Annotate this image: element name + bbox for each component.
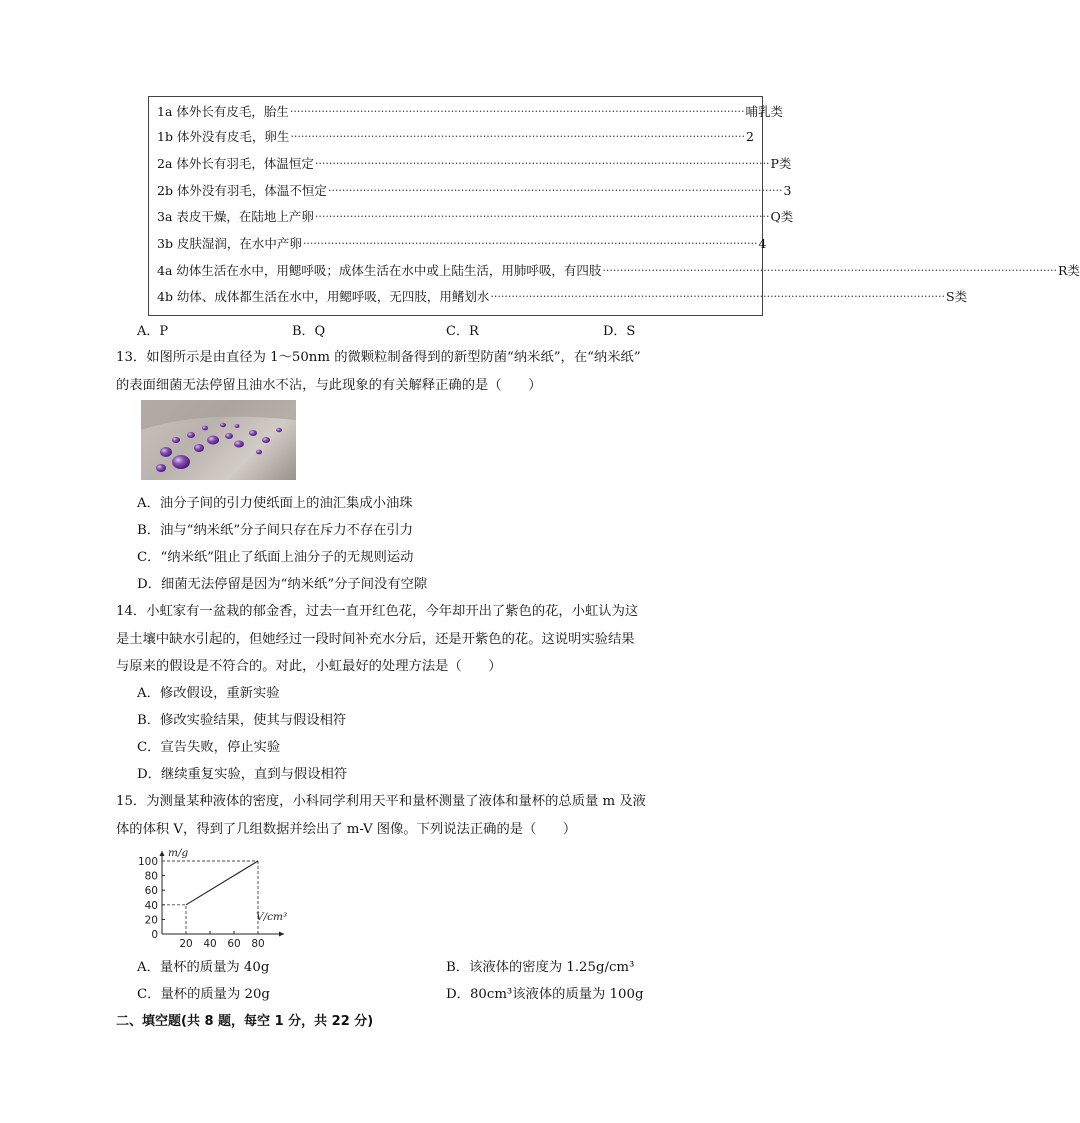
q14-stem-line3: 与原来的假设是不符合的。对此，小虹最好的处理方法是（ ） [116,659,502,674]
dichotomous-key-table [148,96,1080,316]
q14-stem-line2: 是土壤中缺水引起的，但她经过一段时间补充水分后，还是开紫色的花。这说明实验结果 [116,632,635,647]
leader-dots: ·································································································································· [302,236,758,250]
q14-stem-line1: 14．小虹家有一盆栽的郁金香，过去一直开红色花，今年却开出了紫色的花，小虹认为这 [116,604,639,619]
droplets-illustration [141,400,296,480]
leader-dots: ·································································································································· [327,183,783,197]
x-tick-label: 60 [227,938,241,950]
key-row: 4a 幼体生活在水中，用鳃呼吸；成体生活在水中或上陆生活，用肺呼吸，有四肢 ·································································································································· R类 [157,263,1080,278]
leader-dots: ·································································································································· [289,104,745,118]
q14-option-d[interactable]: D．继续重复实验，直到与假设相符 [137,767,348,782]
leader-dots: ·································································································································· [602,263,1057,277]
key-row: 1b 体外没有皮毛，卵生 ·································································································································· 2 [157,128,754,144]
q13-option-a[interactable]: A．油分子间的引力使纸面上的油汇集成小油珠 [137,496,413,511]
q14-option-b[interactable]: B．修改实验结果，使其与假设相符 [137,713,347,728]
leader-dots: ·································································································································· [314,209,770,223]
y-axis-label: m/g [168,847,189,859]
q15-option-b[interactable]: B．该液体的密度为 1.25g/cm³ [446,960,635,975]
q15-option-d[interactable]: D．80cm³该液体的质量为 100g [446,987,644,1002]
q15-stem-line2: 体的体积 V，得到了几组数据并绘出了 m-V 图像。下列说法正确的是（ ） [116,822,577,837]
q15-option-a[interactable]: A．量杯的质量为 40g [137,960,270,975]
q15-option-c[interactable]: C．量杯的质量为 20g [137,987,270,1002]
key-row: 4b 幼体、成体都生活在水中，用鳃呼吸，无四肢，用鳍划水 ·································································································································· S类 [157,289,968,304]
y-tick-label: 0 [151,929,158,941]
key-row: 2b 体外没有羽毛，体温不恒定 ·································································································································· 3 [157,182,792,198]
leader-dots: ·································································································································· [290,129,745,143]
x-tick-label: 20 [179,938,193,950]
leader-dots: ·································································································································· [314,156,770,170]
key-row: 3b 皮肤湿润，在水中产卵 ·································································································································· 4 [157,235,767,251]
q13-option-c[interactable]: C．“纳米纸”阻止了纸面上油分子的无规则运动 [137,550,414,565]
q15-stem-line1: 15．为测量某种液体的密度，小科同学利用天平和量杯测量了液体和量杯的总质量 m 及液 [116,794,646,809]
x-axis-label: V/cm³ [256,911,288,923]
key-row: 2a 体外长有羽毛，体温恒定 ·································································································································· P类 [157,156,792,171]
leader-dots: ·································································································································· [490,289,945,303]
q12-option-a[interactable]: A．P [137,324,169,339]
x-tick-label: 40 [203,938,217,950]
nano-paper-droplets-photo [141,400,296,480]
q12-option-d[interactable]: D．S [603,324,636,339]
q13-stem-line2: 的表面细菌无法停留且油水不沾，与此现象的有关解释正确的是（ ） [116,378,542,393]
y-axis-arrow [160,851,165,856]
y-tick-label: 20 [144,914,158,927]
m-v-graph [130,842,300,950]
x-axis-arrow [279,932,284,937]
key-row: 3a 表皮干燥，在陆地上产卵 ·································································································································· Q类 [157,209,794,224]
y-tick-label: 60 [144,885,158,898]
y-tick-label: 100 [137,856,158,868]
data-line [186,861,258,905]
q13-stem-line1: 13．如图所示是由直径为 1～50nm 的微颗粒制备得到的新型防菌“纳米纸”，在“纳米纸” [116,350,641,365]
y-tick-label: 80 [144,870,158,883]
q14-option-a[interactable]: A．修改假设，重新实验 [137,686,280,701]
q13-option-b[interactable]: B．油与“纳米纸”分子间只存在斥力不存在引力 [137,523,414,538]
section-title: 二、填空题(共 8 题，每空 1 分，共 22 分) [116,1014,374,1029]
key-row: 1a 体外长有皮毛，胎生 ·································································································································· 哺乳类 [157,104,783,119]
y-tick-label: 40 [144,899,158,912]
q12-option-c[interactable]: C．R [446,324,479,339]
x-tick-label: 80 [251,938,265,950]
q14-option-c[interactable]: C．宣告失败，停止实验 [137,740,281,755]
q12-option-b[interactable]: B．Q [292,324,326,339]
q13-option-d[interactable]: D．细菌无法停留是因为“纳米纸”分子间没有空隙 [137,577,428,592]
